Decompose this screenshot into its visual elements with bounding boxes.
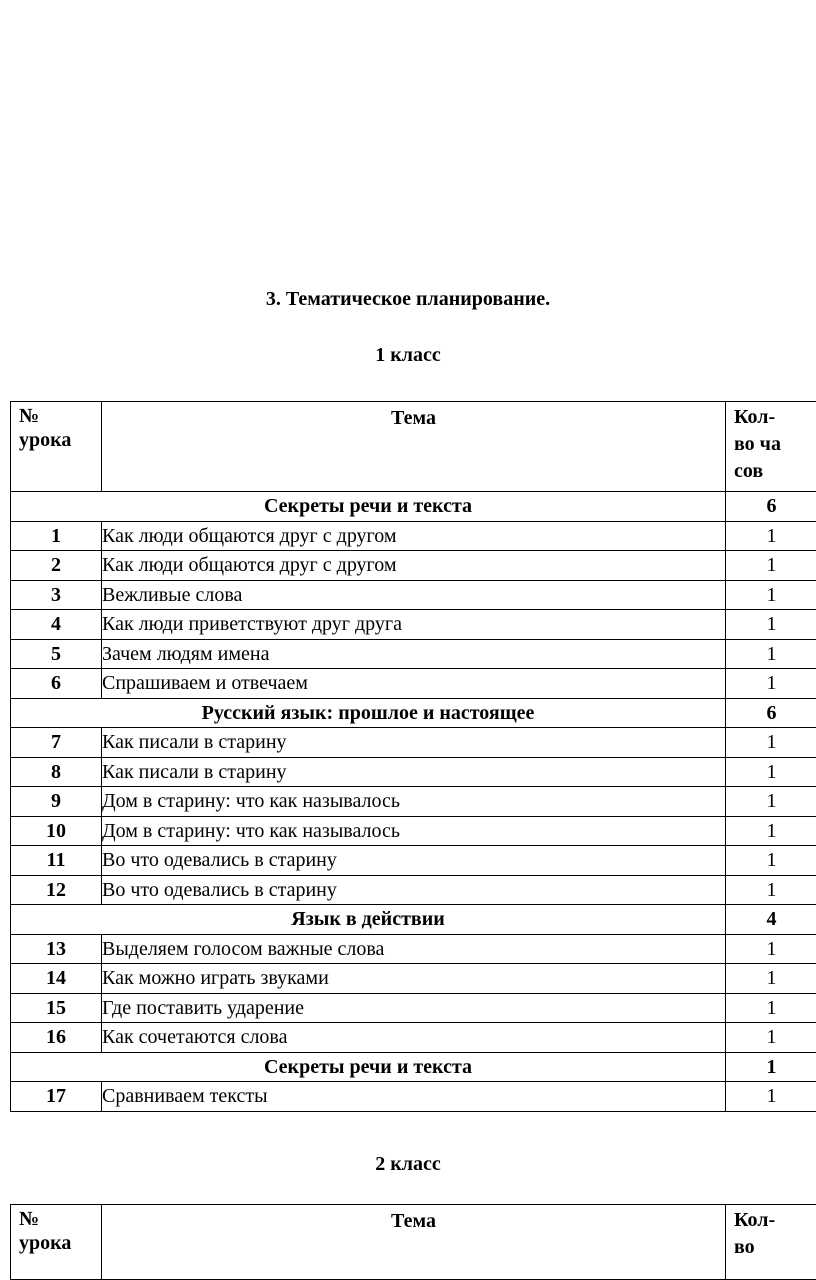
table-row — [11, 551, 816, 581]
section-row — [11, 1052, 816, 1082]
table-row — [11, 1023, 816, 1053]
header-lesson-number: № урока — [11, 402, 102, 492]
lesson-number: 17 — [11, 1082, 102, 1112]
section-row — [11, 698, 816, 728]
table-row — [11, 816, 816, 846]
lesson-number: 6 — [11, 669, 102, 699]
lesson-topic: Выделяем голосом важные слова — [102, 934, 726, 964]
table-row — [11, 993, 816, 1023]
table-header-row — [11, 402, 816, 492]
lesson-number: 9 — [11, 787, 102, 817]
table-row — [11, 934, 816, 964]
section-title: Язык в действии — [11, 905, 726, 935]
table-row — [11, 757, 816, 787]
lesson-hours: 1 — [726, 875, 816, 905]
header-topic: Тема — [102, 402, 726, 492]
header-topic: Тема — [102, 1205, 726, 1280]
table-row — [11, 610, 816, 640]
lesson-hours: 1 — [726, 993, 816, 1023]
lesson-number: 13 — [11, 934, 102, 964]
lesson-hours: 1 — [726, 964, 816, 994]
table-row — [11, 875, 816, 905]
lesson-topic: Дом в старину: что как называлось — [102, 816, 726, 846]
lesson-topic: Как люди приветствуют друг друга — [102, 610, 726, 640]
lesson-hours: 1 — [726, 757, 816, 787]
header-hours: Кол-во — [726, 1205, 816, 1280]
lesson-hours: 1 — [726, 934, 816, 964]
section-title: Секреты речи и текста — [11, 492, 726, 522]
section-row — [11, 905, 816, 935]
lesson-number: 2 — [11, 551, 102, 581]
lesson-hours: 1 — [726, 669, 816, 699]
table-header-row — [11, 1205, 816, 1280]
table-row — [11, 1082, 816, 1112]
section-hours: 6 — [726, 492, 816, 522]
lesson-topic: Как писали в старину — [102, 757, 726, 787]
table-row — [11, 521, 816, 551]
table-row — [11, 964, 816, 994]
lesson-number: 12 — [11, 875, 102, 905]
section-hours: 4 — [726, 905, 816, 935]
section-title: Секреты речи и текста — [11, 1052, 726, 1082]
table-row — [11, 669, 816, 699]
lesson-topic: Как можно играть звуками — [102, 964, 726, 994]
table-row — [11, 580, 816, 610]
lesson-hours: 1 — [726, 816, 816, 846]
lesson-hours: 1 — [726, 728, 816, 758]
lesson-topic: Как люди общаются друг с другом — [102, 551, 726, 581]
section-hours: 1 — [726, 1052, 816, 1082]
section-hours: 6 — [726, 698, 816, 728]
header-lesson-number: № урока — [11, 1205, 102, 1280]
lesson-number: 4 — [11, 610, 102, 640]
lesson-number: 15 — [11, 993, 102, 1023]
lesson-topic: Как писали в старину — [102, 728, 726, 758]
lesson-topic: Дом в старину: что как называлось — [102, 787, 726, 817]
table-row — [11, 728, 816, 758]
lesson-topic: Во что одевались в старину — [102, 875, 726, 905]
lesson-topic: Где поставить ударение — [102, 993, 726, 1023]
lesson-number: 8 — [11, 757, 102, 787]
lesson-hours: 1 — [726, 1023, 816, 1053]
section-title: Русский язык: прошлое и настоящее — [11, 698, 726, 728]
grade2-table — [10, 1204, 816, 1280]
lesson-hours: 1 — [726, 551, 816, 581]
lesson-topic: Как сочетаются слова — [102, 1023, 726, 1053]
table-row — [11, 639, 816, 669]
lesson-topic: Спрашиваем и отвечаем — [102, 669, 726, 699]
lesson-topic: Во что одевались в старину — [102, 846, 726, 876]
lesson-number: 3 — [11, 580, 102, 610]
lesson-hours: 1 — [726, 1082, 816, 1112]
lesson-hours: 1 — [726, 787, 816, 817]
section-row — [11, 492, 816, 522]
lesson-topic: Сравниваем тексты — [102, 1082, 726, 1112]
lesson-topic: Вежливые слова — [102, 580, 726, 610]
lesson-number: 1 — [11, 521, 102, 551]
lesson-topic: Как люди общаются друг с другом — [102, 521, 726, 551]
lesson-hours: 1 — [726, 580, 816, 610]
table-row — [11, 787, 816, 817]
lesson-number: 7 — [11, 728, 102, 758]
grade2-title: 2 класс — [0, 1152, 816, 1176]
lesson-number: 11 — [11, 846, 102, 876]
lesson-number: 14 — [11, 964, 102, 994]
lesson-hours: 1 — [726, 846, 816, 876]
lesson-topic: Зачем людям имена — [102, 639, 726, 669]
lesson-number: 10 — [11, 816, 102, 846]
lesson-hours: 1 — [726, 521, 816, 551]
main-title: 3. Тематическое планирование. — [0, 287, 816, 311]
lesson-number: 16 — [11, 1023, 102, 1053]
lesson-number: 5 — [11, 639, 102, 669]
header-hours: Кол-во часов — [726, 402, 816, 492]
table-row — [11, 846, 816, 876]
grade1-table — [10, 401, 816, 1112]
lesson-hours: 1 — [726, 610, 816, 640]
lesson-hours: 1 — [726, 639, 816, 669]
grade1-title: 1 класс — [0, 343, 816, 367]
